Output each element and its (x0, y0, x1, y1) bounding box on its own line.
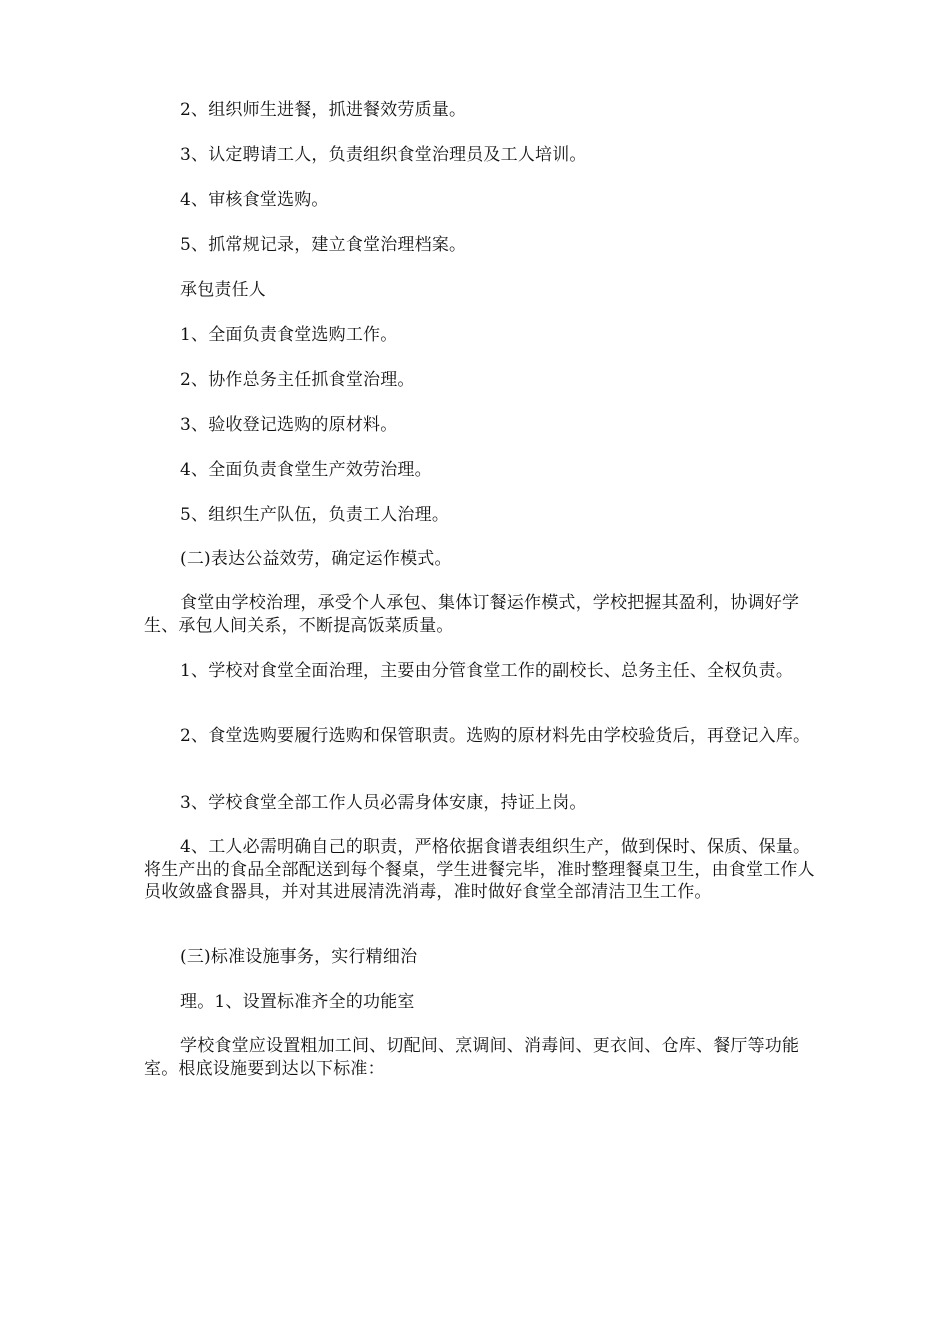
section-heading-2: (二)表达公益效劳，确定运作模式。 (180, 549, 452, 569)
paragraph-duty-3: 3、认定聘请工人，负责组织食堂治理员及工人培训。 (180, 145, 587, 165)
paragraph-duty-5: 5、抓常规记录，建立食堂治理档案。 (180, 235, 467, 255)
paragraph-duty-4: 4、审核食堂选购。 (180, 190, 329, 210)
section-heading-3: (三)标准设施事务，实行精细治 (180, 947, 418, 967)
paragraph-function-rooms: 学校食堂应设置粗加工间、切配间、烹调间、消毒间、更衣间、仓库、餐厅等功能室。根底设施要到达以下标准： (144, 1036, 800, 1079)
paragraph-operation-mode: 食堂由学校治理，承受个人承包、集体订餐运作模式，学校把握其盈利，协调好学生、承包人间关系，不断提高饭菜质量。 (144, 593, 800, 636)
paragraph-contractor-1: 1、全面负责食堂选购工作。 (180, 325, 398, 345)
paragraph-mode-3: 3、学校食堂全部工作人员必需身体安康，持证上岗。 (180, 793, 587, 813)
paragraph-contractor-3: 3、验收登记选购的原材料。 (180, 415, 398, 435)
paragraph-mode-1: 1、学校对食堂全面治理，主要由分管食堂工作的副校长、总务主任、全权负责。 (180, 661, 794, 681)
paragraph-contractor-4: 4、全面负责食堂生产效劳治理。 (180, 460, 432, 480)
paragraph-contractor-2: 2、协作总务主任抓食堂治理。 (180, 370, 415, 390)
paragraph-contractor-5: 5、组织生产队伍，负责工人治理。 (180, 505, 450, 525)
paragraph-mode-4: 4、工人必需明确自己的职责，严格依据食谱表组织生产，做到保时、保质、保量。将生产出的食品全部配送到每个餐桌，学生进餐完毕，准时整理餐桌卫生，由食堂工作人员收敛盛食器具，并对其进展清洗消毒，准时做好食堂全部清洁卫生工作。 (144, 837, 815, 902)
paragraph-duty-2: 2、组织师生进餐，抓进餐效劳质量。 (180, 100, 467, 120)
paragraph-mode-2: 2、食堂选购要履行选购和保管职责。选购的原材料先由学校验货后，再登记入库。 (180, 726, 811, 746)
paragraph-function-room-heading: 理。1、设置标准齐全的功能室 (180, 992, 415, 1012)
section-heading-contractor: 承包责任人 (180, 280, 266, 300)
